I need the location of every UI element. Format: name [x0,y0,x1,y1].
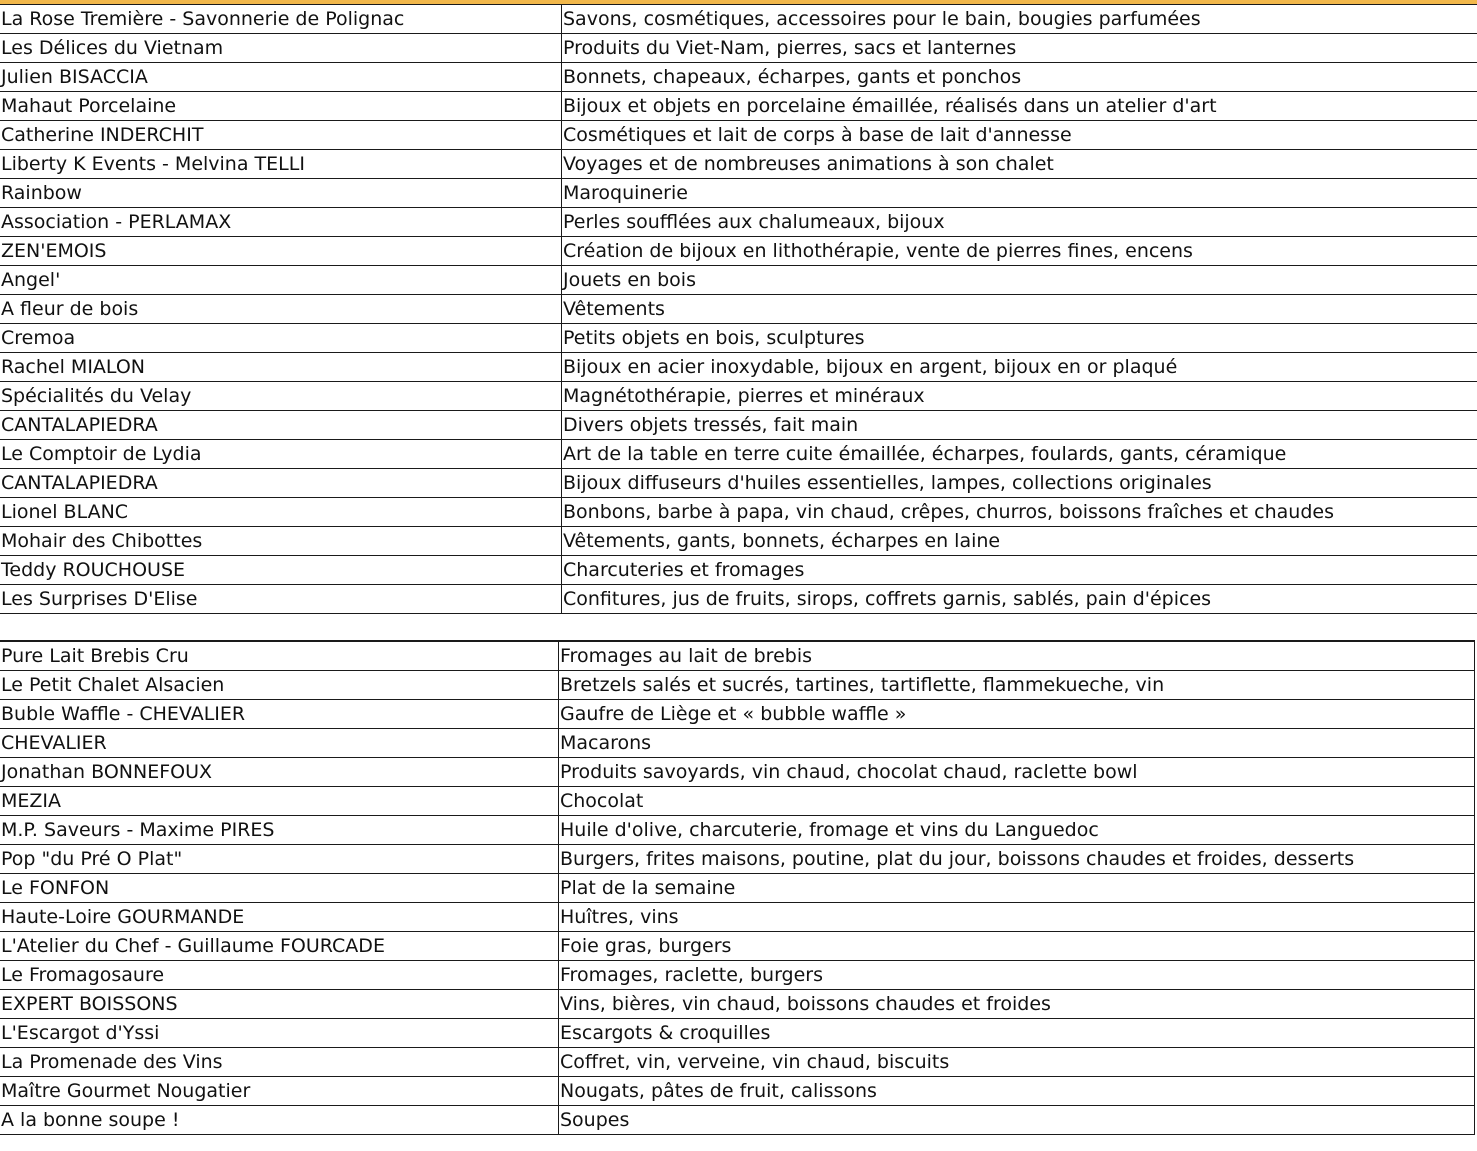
vendor-products-cell[interactable]: Fromages au lait de brebis [559,641,1475,671]
table-row [0,1077,1475,1106]
vendor-name-cell[interactable]: Pop "du Pré O Plat" [0,845,559,874]
vendor-name-cell[interactable]: Mohair des Chibottes [0,527,562,556]
vendor-products-cell[interactable]: Vins, bières, vin chaud, boissons chaudes et froides [559,990,1475,1019]
vendor-name-cell[interactable]: CANTALAPIEDRA [0,469,562,498]
table-row [0,92,1477,121]
table-row [0,498,1477,527]
table-row [0,34,1477,63]
vendor-products-cell[interactable]: Macarons [559,729,1475,758]
table-row [0,961,1475,990]
vendor-name-cell[interactable]: ZEN'EMOIS [0,237,562,266]
vendor-name-cell[interactable]: Le Petit Chalet Alsacien [0,671,559,700]
vendors-table-top [0,4,1477,614]
vendor-products-cell[interactable]: Produits du Viet-Nam, pierres, sacs et lanternes [562,34,1477,63]
vendor-name-cell[interactable]: L'Escargot d'Yssi [0,1019,559,1048]
vendor-name-cell[interactable]: Le Fromagosaure [0,961,559,990]
vendor-name-cell[interactable]: MEZIA [0,787,559,816]
vendor-name-cell[interactable]: Spécialités du Velay [0,382,562,411]
vendor-name-cell[interactable]: Association - PERLAMAX [0,208,562,237]
vendors-table-bottom [0,640,1475,1135]
vendor-products-cell[interactable]: Coffret, vin, verveine, vin chaud, biscuits [559,1048,1475,1077]
vendor-products-cell[interactable]: Confitures, jus de fruits, sirops, coffrets garnis, sablés, pain d'épices [562,585,1477,614]
vendor-name-cell[interactable]: Les Délices du Vietnam [0,34,562,63]
vendor-products-cell[interactable]: Magnétothérapie, pierres et minéraux [562,382,1477,411]
table-row [0,585,1477,614]
table-row [0,411,1477,440]
vendor-name-cell[interactable]: La Rose Tremière - Savonnerie de Polignac [0,5,562,34]
vendor-products-cell[interactable]: Bijoux et objets en porcelaine émaillée, réalisés dans un atelier d'art [562,92,1477,121]
table-row [0,179,1477,208]
vendor-products-cell[interactable]: Cosmétiques et lait de corps à base de lait d'annesse [562,121,1477,150]
vendor-products-cell[interactable]: Vêtements [562,295,1477,324]
vendor-name-cell[interactable]: Les Surprises D'Elise [0,585,562,614]
table-row [0,1106,1475,1135]
table-row [0,671,1475,700]
vendor-products-cell[interactable]: Foie gras, burgers [559,932,1475,961]
vendor-name-cell[interactable]: Le FONFON [0,874,559,903]
vendor-name-cell[interactable]: Jonathan BONNEFOUX [0,758,559,787]
vendor-products-cell[interactable]: Escargots & croquilles [559,1019,1475,1048]
table-row [0,353,1477,382]
vendor-products-cell[interactable]: Jouets en bois [562,266,1477,295]
vendor-name-cell[interactable]: Rachel MIALON [0,353,562,382]
table-row [0,845,1475,874]
vendor-products-cell[interactable]: Divers objets tressés, fait main [562,411,1477,440]
table-row [0,208,1477,237]
vendor-products-cell[interactable]: Bijoux en acier inoxydable, bijoux en argent, bijoux en or plaqué [562,353,1477,382]
vendor-name-cell[interactable]: Maître Gourmet Nougatier [0,1077,559,1106]
vendor-products-cell[interactable]: Art de la table en terre cuite émaillée, écharpes, foulards, gants, céramique [562,440,1477,469]
table-row [0,150,1477,179]
vendor-name-cell[interactable]: Julien BISACCIA [0,63,562,92]
table-row [0,932,1475,961]
vendor-name-cell[interactable]: A fleur de bois [0,295,562,324]
vendor-name-cell[interactable]: L'Atelier du Chef - Guillaume FOURCADE [0,932,559,961]
table-row [0,816,1475,845]
vendor-products-cell[interactable]: Maroquinerie [562,179,1477,208]
table-row [0,990,1475,1019]
vendor-name-cell[interactable]: Lionel BLANC [0,498,562,527]
vendor-products-cell[interactable]: Burgers, frites maisons, poutine, plat du jour, boissons chaudes et froides, desserts [559,845,1475,874]
vendor-products-cell[interactable]: Chocolat [559,787,1475,816]
vendor-products-cell[interactable]: Plat de la semaine [559,874,1475,903]
table-row [0,324,1477,353]
vendor-name-cell[interactable]: M.P. Saveurs - Maxime PIRES [0,816,559,845]
table-row [0,556,1477,585]
table-row [0,700,1475,729]
table-row [0,527,1477,556]
vendor-products-cell[interactable]: Bretzels salés et sucrés, tartines, tartiflette, flammekueche, vin [559,671,1475,700]
vendor-name-cell[interactable]: EXPERT BOISSONS [0,990,559,1019]
vendor-products-cell[interactable]: Petits objets en bois, sculptures [562,324,1477,353]
vendor-name-cell[interactable]: Catherine INDERCHIT [0,121,562,150]
vendor-name-cell[interactable]: Haute-Loire GOURMANDE [0,903,559,932]
vendor-products-cell[interactable]: Bonnets, chapeaux, écharpes, gants et ponchos [562,63,1477,92]
vendor-name-cell[interactable]: Buble Waffle - CHEVALIER [0,700,559,729]
table-row [0,63,1477,92]
table-row [0,758,1475,787]
table-row [0,266,1477,295]
table-row [0,903,1475,932]
vendor-name-cell[interactable]: Teddy ROUCHOUSE [0,556,562,585]
vendor-name-cell[interactable]: CHEVALIER [0,729,559,758]
vendor-products-cell[interactable]: Savons, cosmétiques, accessoires pour le bain, bougies parfumées [562,5,1477,34]
vendor-name-cell[interactable]: La Promenade des Vins [0,1048,559,1077]
table-row [0,641,1475,671]
vendor-products-cell[interactable]: Produits savoyards, vin chaud, chocolat chaud, raclette bowl [559,758,1475,787]
vendor-products-cell[interactable]: Huîtres, vins [559,903,1475,932]
vendor-products-cell[interactable]: Création de bijoux en lithothérapie, vente de pierres fines, encens [562,237,1477,266]
vendor-products-cell[interactable]: Voyages et de nombreuses animations à son chalet [562,150,1477,179]
table-row [0,237,1477,266]
vendor-name-cell[interactable]: Angel' [0,266,562,295]
table-row [0,729,1475,758]
vendor-products-cell[interactable]: Charcuteries et fromages [562,556,1477,585]
vendor-name-cell[interactable]: Pure Lait Brebis Cru [0,641,559,671]
table-row [0,469,1477,498]
table-row [0,787,1475,816]
vendor-products-cell[interactable]: Vêtements, gants, bonnets, écharpes en laine [562,527,1477,556]
vendor-products-cell[interactable]: Gaufre de Liège et « bubble waffle » [559,700,1475,729]
table-row [0,382,1477,411]
table-row [0,1048,1475,1077]
vendor-name-cell[interactable]: A la bonne soupe ! [0,1106,559,1135]
vendor-products-cell[interactable]: Bonbons, barbe à papa, vin chaud, crêpes, churros, boissons fraîches et chaudes [562,498,1477,527]
vendor-products-cell[interactable]: Bijoux diffuseurs d'huiles essentielles, lampes, collections originales [562,469,1477,498]
vendor-name-cell[interactable]: Le Comptoir de Lydia [0,440,562,469]
vendor-name-cell[interactable]: Liberty K Events - Melvina TELLI [0,150,562,179]
vendor-products-cell[interactable]: Nougats, pâtes de fruit, calissons [559,1077,1475,1106]
vendor-name-cell[interactable]: CANTALAPIEDRA [0,411,562,440]
table-row [0,874,1475,903]
table-row [0,5,1477,34]
table-row [0,121,1477,150]
vendor-products-cell[interactable]: Soupes [559,1106,1475,1135]
vendor-name-cell[interactable]: Rainbow [0,179,562,208]
table-row [0,295,1477,324]
vendor-products-cell[interactable]: Huile d'olive, charcuterie, fromage et vins du Languedoc [559,816,1475,845]
table-row [0,1019,1475,1048]
table-row [0,440,1477,469]
vendor-products-cell[interactable]: Perles soufflées aux chalumeaux, bijoux [562,208,1477,237]
vendor-products-cell[interactable]: Fromages, raclette, burgers [559,961,1475,990]
vendor-name-cell[interactable]: Mahaut Porcelaine [0,92,562,121]
vendor-name-cell[interactable]: Cremoa [0,324,562,353]
